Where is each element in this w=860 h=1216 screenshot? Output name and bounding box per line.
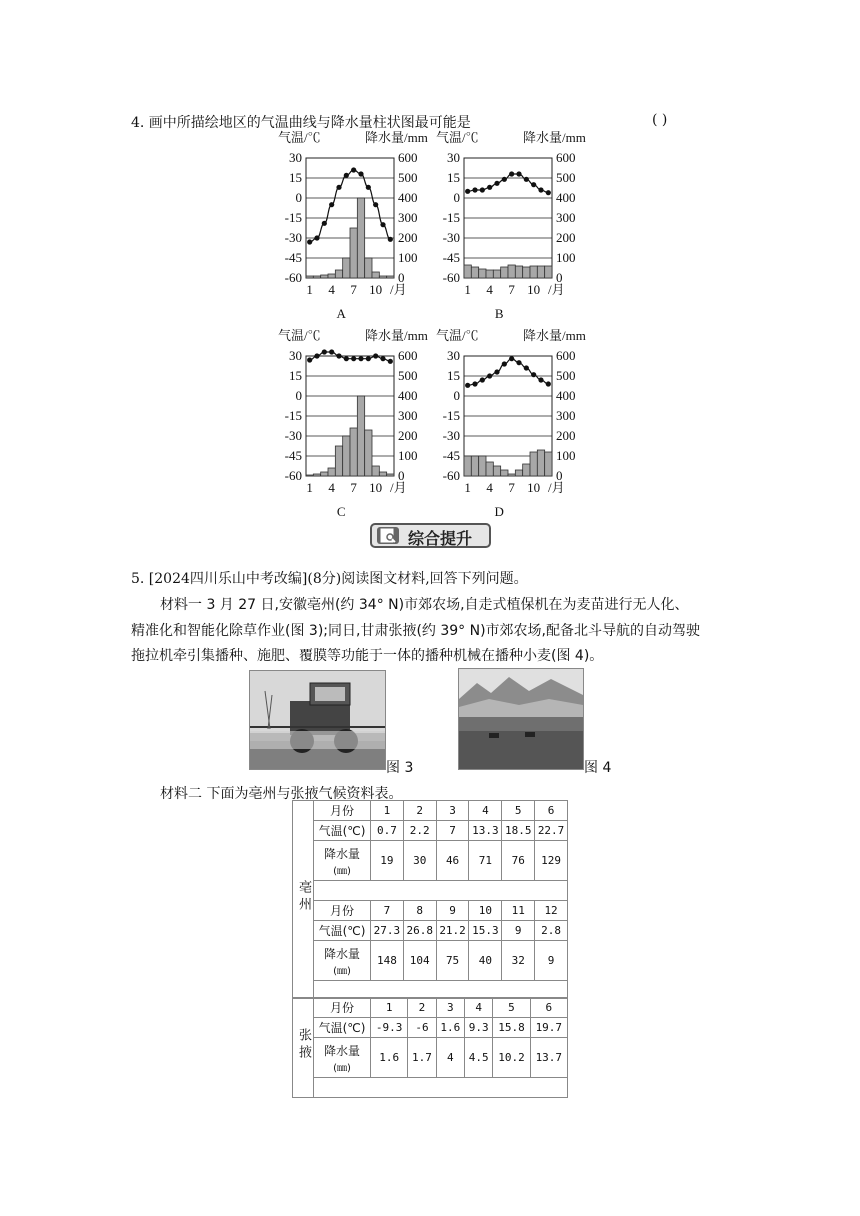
month-tick-label: 1 bbox=[306, 480, 313, 495]
temperature-point bbox=[487, 373, 492, 378]
temperature-point bbox=[524, 177, 529, 182]
prec-tick-label: 300 bbox=[556, 408, 576, 423]
prec-tick-label: 300 bbox=[398, 210, 418, 225]
precip-bar bbox=[501, 267, 508, 278]
prec-row-label: 降水量 (㎜) bbox=[314, 1038, 371, 1078]
temp-axis-title: 气温/℃ bbox=[278, 328, 321, 343]
month-tick-label: 10 bbox=[369, 282, 383, 297]
month-tick-label: 7 bbox=[350, 480, 357, 495]
temp-tick-label: -15 bbox=[442, 408, 460, 423]
table-cell: 9 bbox=[535, 941, 568, 981]
table-cell: 40 bbox=[469, 941, 502, 981]
temp-tick-label: -30 bbox=[284, 230, 302, 245]
month-unit-label: /月 bbox=[548, 282, 565, 297]
temp-tick-label: -60 bbox=[284, 270, 302, 285]
precip-bar bbox=[321, 275, 328, 278]
chart-caption: D bbox=[494, 504, 504, 519]
prec-tick-label: 200 bbox=[556, 230, 576, 245]
temp-row-label: 气温(℃) bbox=[314, 821, 371, 841]
month-tick-label: 4 bbox=[486, 480, 493, 495]
table-cell: 6 bbox=[530, 998, 567, 1018]
prec-tick-label: 400 bbox=[556, 190, 576, 205]
table-cell: 26.8 bbox=[403, 921, 436, 941]
prec-tick-label: 0 bbox=[398, 468, 405, 483]
table-cell: 1.6 bbox=[436, 1018, 464, 1038]
precip-bar bbox=[464, 456, 471, 476]
temp-tick-label: -45 bbox=[442, 448, 460, 463]
table-cell: 7 bbox=[371, 901, 404, 921]
temperature-curve bbox=[310, 352, 391, 361]
material-1-line-2: 精准化和智能化除草作业(图 3);同日,甘肃张掖(约 39° N)市郊农场,配备北斗导航的自动驾驶 bbox=[131, 623, 701, 639]
temp-axis-title: 气温/℃ bbox=[436, 130, 479, 145]
month-row-label: 月份 bbox=[314, 801, 371, 821]
table-cell: 5 bbox=[493, 998, 530, 1018]
temperature-point bbox=[380, 222, 385, 227]
precip-bar bbox=[515, 470, 522, 476]
temperature-point bbox=[472, 187, 477, 192]
precip-bar bbox=[523, 267, 530, 278]
section-badge bbox=[370, 523, 491, 548]
table-cell: 10.2 bbox=[493, 1038, 530, 1078]
table-cell: 129 bbox=[535, 841, 568, 881]
precip-bar bbox=[387, 276, 394, 278]
temperature-point bbox=[524, 365, 529, 370]
temperature-point bbox=[358, 356, 363, 361]
temperature-point bbox=[516, 360, 521, 365]
table-cell: 2.8 bbox=[535, 921, 568, 941]
precip-bar bbox=[530, 266, 537, 278]
section-badge-label: 综合提升 bbox=[408, 529, 473, 548]
precip-bar bbox=[508, 265, 515, 278]
temperature-point bbox=[329, 202, 334, 207]
precip-bar bbox=[306, 475, 313, 476]
prec-axis-title: 降水量/mm bbox=[365, 130, 428, 145]
month-tick-label: 1 bbox=[464, 480, 471, 495]
table-cell: 9 bbox=[436, 901, 469, 921]
temperature-point bbox=[502, 177, 507, 182]
table-cell: 0.7 bbox=[371, 821, 404, 841]
temp-axis-title: 气温/℃ bbox=[278, 130, 321, 145]
table-cell: 1.7 bbox=[408, 1038, 436, 1078]
table-cell: 1 bbox=[371, 998, 408, 1018]
temp-tick-label: -60 bbox=[442, 270, 460, 285]
precip-bar bbox=[335, 446, 342, 476]
table-cell: 15.8 bbox=[493, 1018, 530, 1038]
temp-tick-label: 0 bbox=[453, 388, 460, 403]
table-cell: 19 bbox=[371, 841, 404, 881]
precip-bar bbox=[365, 258, 372, 278]
precip-bar bbox=[379, 472, 386, 476]
temperature-point bbox=[487, 185, 492, 190]
table-cell: 9 bbox=[502, 921, 535, 941]
table-cell: 76 bbox=[502, 841, 535, 881]
figure-3-sprayer-photo bbox=[249, 670, 386, 770]
prec-tick-label: 400 bbox=[398, 388, 418, 403]
prec-axis-title: 降水量/mm bbox=[365, 328, 428, 343]
zhangye-climate-table bbox=[292, 997, 568, 1098]
climate-chart-b bbox=[428, 128, 588, 323]
temp-tick-label: -30 bbox=[442, 428, 460, 443]
temperature-point bbox=[314, 353, 319, 358]
month-tick-label: 1 bbox=[306, 282, 313, 297]
prec-tick-label: 300 bbox=[556, 210, 576, 225]
prec-tick-label: 0 bbox=[398, 270, 405, 285]
precip-bar bbox=[464, 265, 471, 278]
month-tick-label: 4 bbox=[328, 282, 335, 297]
prec-tick-label: 600 bbox=[398, 348, 418, 363]
table-spacer-row bbox=[314, 1078, 568, 1098]
prec-tick-label: 400 bbox=[398, 190, 418, 205]
temperature-point bbox=[336, 185, 341, 190]
temp-tick-label: 30 bbox=[289, 348, 302, 363]
temperature-point bbox=[314, 235, 319, 240]
temp-axis-title: 气温/℃ bbox=[436, 328, 479, 343]
precip-bar bbox=[328, 274, 335, 278]
temp-tick-label: -45 bbox=[442, 250, 460, 265]
temperature-point bbox=[351, 167, 356, 172]
figure-4-caption: 图 4 bbox=[584, 760, 612, 776]
temperature-point bbox=[480, 187, 485, 192]
precip-bar bbox=[313, 276, 320, 278]
material-2-text: 材料二 下面为亳州与张掖气候资料表。 bbox=[160, 786, 403, 802]
figure-3-caption: 图 3 bbox=[386, 760, 414, 776]
month-tick-label: 4 bbox=[486, 282, 493, 297]
table-cell: 75 bbox=[436, 941, 469, 981]
temperature-point bbox=[465, 383, 470, 388]
table-cell: 22.7 bbox=[535, 821, 568, 841]
bozhou-city-label: 亳州 bbox=[293, 801, 314, 999]
precip-bar bbox=[372, 466, 379, 476]
month-tick-label: 4 bbox=[328, 480, 335, 495]
temperature-point bbox=[329, 349, 334, 354]
precip-bar bbox=[537, 266, 544, 278]
precip-bar bbox=[313, 474, 320, 476]
temp-tick-label: -15 bbox=[284, 210, 302, 225]
prec-tick-label: 100 bbox=[398, 448, 418, 463]
temp-tick-label: 15 bbox=[289, 170, 302, 185]
zhangye-city-label: 张掖 bbox=[293, 998, 314, 1098]
temp-tick-label: -15 bbox=[442, 210, 460, 225]
temperature-point bbox=[351, 356, 356, 361]
month-tick-label: 10 bbox=[527, 282, 541, 297]
prec-tick-label: 200 bbox=[398, 428, 418, 443]
temperature-point bbox=[494, 181, 499, 186]
question-5-stem: 5. [2024四川乐山中考改编](8分)阅读图文材料,回答下列问题。 bbox=[131, 571, 528, 587]
table-spacer-row bbox=[314, 881, 568, 901]
table-cell: 2.2 bbox=[403, 821, 436, 841]
precip-bar bbox=[545, 266, 552, 278]
table-cell: 9.3 bbox=[464, 1018, 492, 1038]
precip-bar bbox=[372, 272, 379, 278]
table-cell: -9.3 bbox=[371, 1018, 408, 1038]
prec-tick-label: 300 bbox=[398, 408, 418, 423]
precip-bar bbox=[335, 270, 342, 278]
temp-row-label: 气温(℃) bbox=[314, 921, 371, 941]
prec-tick-label: 0 bbox=[556, 468, 563, 483]
temperature-point bbox=[373, 202, 378, 207]
temperature-point bbox=[502, 361, 507, 366]
month-tick-label: 1 bbox=[464, 282, 471, 297]
temperature-point bbox=[538, 377, 543, 382]
table-cell: 21.2 bbox=[436, 921, 469, 941]
temperature-point bbox=[344, 356, 349, 361]
precip-bar bbox=[515, 266, 522, 278]
precip-bar bbox=[523, 464, 530, 476]
temp-tick-label: 0 bbox=[453, 190, 460, 205]
prec-tick-label: 200 bbox=[556, 428, 576, 443]
chart-caption: A bbox=[336, 306, 346, 321]
temperature-point bbox=[366, 185, 371, 190]
temperature-point bbox=[531, 182, 536, 187]
temp-tick-label: -45 bbox=[284, 448, 302, 463]
table-cell: 5 bbox=[502, 801, 535, 821]
table-cell: 12 bbox=[535, 901, 568, 921]
temperature-point bbox=[336, 353, 341, 358]
precip-bar bbox=[493, 270, 500, 278]
table-cell: 4 bbox=[436, 1038, 464, 1078]
table-cell: 8 bbox=[403, 901, 436, 921]
chart-caption: C bbox=[336, 504, 346, 519]
table-cell: 32 bbox=[502, 941, 535, 981]
table-cell: 1 bbox=[371, 801, 404, 821]
precip-bar bbox=[343, 258, 350, 278]
prec-tick-label: 600 bbox=[556, 348, 576, 363]
temp-tick-label: -30 bbox=[442, 230, 460, 245]
prec-tick-label: 200 bbox=[398, 230, 418, 245]
month-unit-label: /月 bbox=[548, 480, 565, 495]
table-cell: 13.3 bbox=[469, 821, 502, 841]
answer-parentheses: ( ) bbox=[652, 112, 668, 128]
temperature-point bbox=[516, 171, 521, 176]
table-cell: 10 bbox=[469, 901, 502, 921]
temperature-point bbox=[380, 356, 385, 361]
temperature-point bbox=[531, 372, 536, 377]
month-unit-label: /月 bbox=[390, 282, 407, 297]
precip-bar bbox=[508, 474, 515, 476]
temperature-point bbox=[465, 189, 470, 194]
prec-tick-label: 600 bbox=[556, 150, 576, 165]
material-1-line-1: 材料一 3 月 27 日,安徽亳州(约 34° N)市郊农场,自走式植保机在为麦苗进行无人化、 bbox=[160, 597, 689, 613]
temperature-point bbox=[366, 356, 371, 361]
precip-bar bbox=[306, 276, 313, 278]
table-cell: 148 bbox=[371, 941, 404, 981]
temperature-point bbox=[322, 349, 327, 354]
table-cell: 11 bbox=[502, 901, 535, 921]
temp-tick-label: 0 bbox=[295, 388, 302, 403]
bozhou-climate-table bbox=[292, 800, 568, 999]
table-cell: -6 bbox=[408, 1018, 436, 1038]
table-cell: 104 bbox=[403, 941, 436, 981]
table-cell: 30 bbox=[403, 841, 436, 881]
prec-tick-label: 100 bbox=[556, 250, 576, 265]
temperature-point bbox=[546, 381, 551, 386]
table-spacer-row bbox=[314, 981, 568, 999]
table-cell: 3 bbox=[436, 998, 464, 1018]
precip-bar bbox=[365, 430, 372, 476]
temperature-point bbox=[494, 369, 499, 374]
prec-row-label: 降水量 (㎜) bbox=[314, 841, 371, 881]
temp-tick-label: -60 bbox=[284, 468, 302, 483]
temperature-point bbox=[546, 190, 551, 195]
precip-bar bbox=[479, 269, 486, 278]
prec-axis-title: 降水量/mm bbox=[523, 130, 586, 145]
month-row-label: 月份 bbox=[314, 901, 371, 921]
month-unit-label: /月 bbox=[390, 480, 407, 495]
temperature-point bbox=[480, 377, 485, 382]
temperature-point bbox=[472, 381, 477, 386]
month-tick-label: 7 bbox=[508, 282, 515, 297]
temperature-point bbox=[388, 237, 393, 242]
temp-row-label: 气温(℃) bbox=[314, 1018, 371, 1038]
precip-bar bbox=[357, 396, 364, 476]
precip-bar bbox=[343, 436, 350, 476]
temp-tick-label: 0 bbox=[295, 190, 302, 205]
precip-bar bbox=[471, 456, 478, 476]
precip-bar bbox=[486, 462, 493, 476]
table-cell: 2 bbox=[408, 998, 436, 1018]
table-cell: 27.3 bbox=[371, 921, 404, 941]
table-cell: 6 bbox=[535, 801, 568, 821]
table-cell: 3 bbox=[436, 801, 469, 821]
precip-bar bbox=[350, 428, 357, 476]
precip-bar bbox=[379, 276, 386, 278]
table-cell: 18.5 bbox=[502, 821, 535, 841]
temp-tick-label: -30 bbox=[284, 428, 302, 443]
temperature-point bbox=[344, 173, 349, 178]
prec-tick-label: 600 bbox=[398, 150, 418, 165]
temperature-point bbox=[358, 171, 363, 176]
prec-tick-label: 100 bbox=[556, 448, 576, 463]
precip-bar bbox=[328, 468, 335, 476]
prec-tick-label: 500 bbox=[556, 368, 576, 383]
precip-bar bbox=[530, 452, 537, 476]
prec-tick-label: 400 bbox=[556, 388, 576, 403]
climate-chart-a bbox=[270, 128, 430, 323]
temperature-point bbox=[307, 357, 312, 362]
material-1-line-3: 拖拉机牵引集播种、施肥、覆膜等功能于一体的播种机械在播种小麦(图 4)。 bbox=[131, 648, 604, 664]
climate-chart-d bbox=[428, 326, 588, 521]
temp-tick-label: -45 bbox=[284, 250, 302, 265]
precip-bar bbox=[501, 470, 508, 476]
temperature-point bbox=[307, 239, 312, 244]
figure-4-tractor-field-photo bbox=[458, 668, 584, 770]
temperature-curve bbox=[468, 359, 549, 386]
prec-tick-label: 500 bbox=[398, 368, 418, 383]
prec-tick-label: 100 bbox=[398, 250, 418, 265]
month-tick-label: 7 bbox=[350, 282, 357, 297]
prec-axis-title: 降水量/mm bbox=[523, 328, 586, 343]
temp-tick-label: -15 bbox=[284, 408, 302, 423]
table-cell: 71 bbox=[469, 841, 502, 881]
precip-bar bbox=[321, 472, 328, 476]
precip-bar bbox=[471, 267, 478, 278]
table-cell: 1.6 bbox=[371, 1038, 408, 1078]
precip-bar bbox=[493, 466, 500, 476]
table-cell: 2 bbox=[403, 801, 436, 821]
precip-bar bbox=[387, 474, 394, 476]
prec-tick-label: 500 bbox=[398, 170, 418, 185]
chart-caption: B bbox=[494, 306, 504, 321]
temperature-point bbox=[509, 356, 514, 361]
temp-tick-label: 30 bbox=[447, 348, 460, 363]
temperature-point bbox=[373, 353, 378, 358]
precip-bar bbox=[479, 456, 486, 476]
climate-chart-c bbox=[270, 326, 430, 521]
month-tick-label: 7 bbox=[508, 480, 515, 495]
precip-bar bbox=[350, 228, 357, 278]
temp-tick-label: 15 bbox=[289, 368, 302, 383]
temp-tick-label: 15 bbox=[447, 170, 460, 185]
prec-row-label: 降水量 (㎜) bbox=[314, 941, 371, 981]
temp-tick-label: 30 bbox=[289, 150, 302, 165]
table-cell: 13.7 bbox=[530, 1038, 567, 1078]
table-cell: 46 bbox=[436, 841, 469, 881]
table-cell: 15.3 bbox=[469, 921, 502, 941]
temperature-point bbox=[388, 359, 393, 364]
month-row-label: 月份 bbox=[314, 998, 371, 1018]
table-cell: 19.7 bbox=[530, 1018, 567, 1038]
temperature-point bbox=[509, 171, 514, 176]
precip-bar bbox=[357, 198, 364, 278]
precip-bar bbox=[486, 270, 493, 278]
temperature-point bbox=[538, 187, 543, 192]
temp-tick-label: 15 bbox=[447, 368, 460, 383]
table-cell: 4 bbox=[464, 998, 492, 1018]
book-search-icon bbox=[377, 527, 399, 544]
table-cell: 7 bbox=[436, 821, 469, 841]
prec-tick-label: 0 bbox=[556, 270, 563, 285]
month-tick-label: 10 bbox=[527, 480, 541, 495]
month-tick-label: 10 bbox=[369, 480, 383, 495]
temp-tick-label: 30 bbox=[447, 150, 460, 165]
precip-bar bbox=[537, 450, 544, 476]
prec-tick-label: 500 bbox=[556, 170, 576, 185]
table-cell: 4.5 bbox=[464, 1038, 492, 1078]
temp-tick-label: -60 bbox=[442, 468, 460, 483]
temperature-point bbox=[322, 221, 327, 226]
table-cell: 4 bbox=[469, 801, 502, 821]
precip-bar bbox=[545, 452, 552, 476]
question-4-stem: 4. 画中所描绘地区的气温曲线与降水量柱状图最可能是 bbox=[131, 115, 471, 131]
